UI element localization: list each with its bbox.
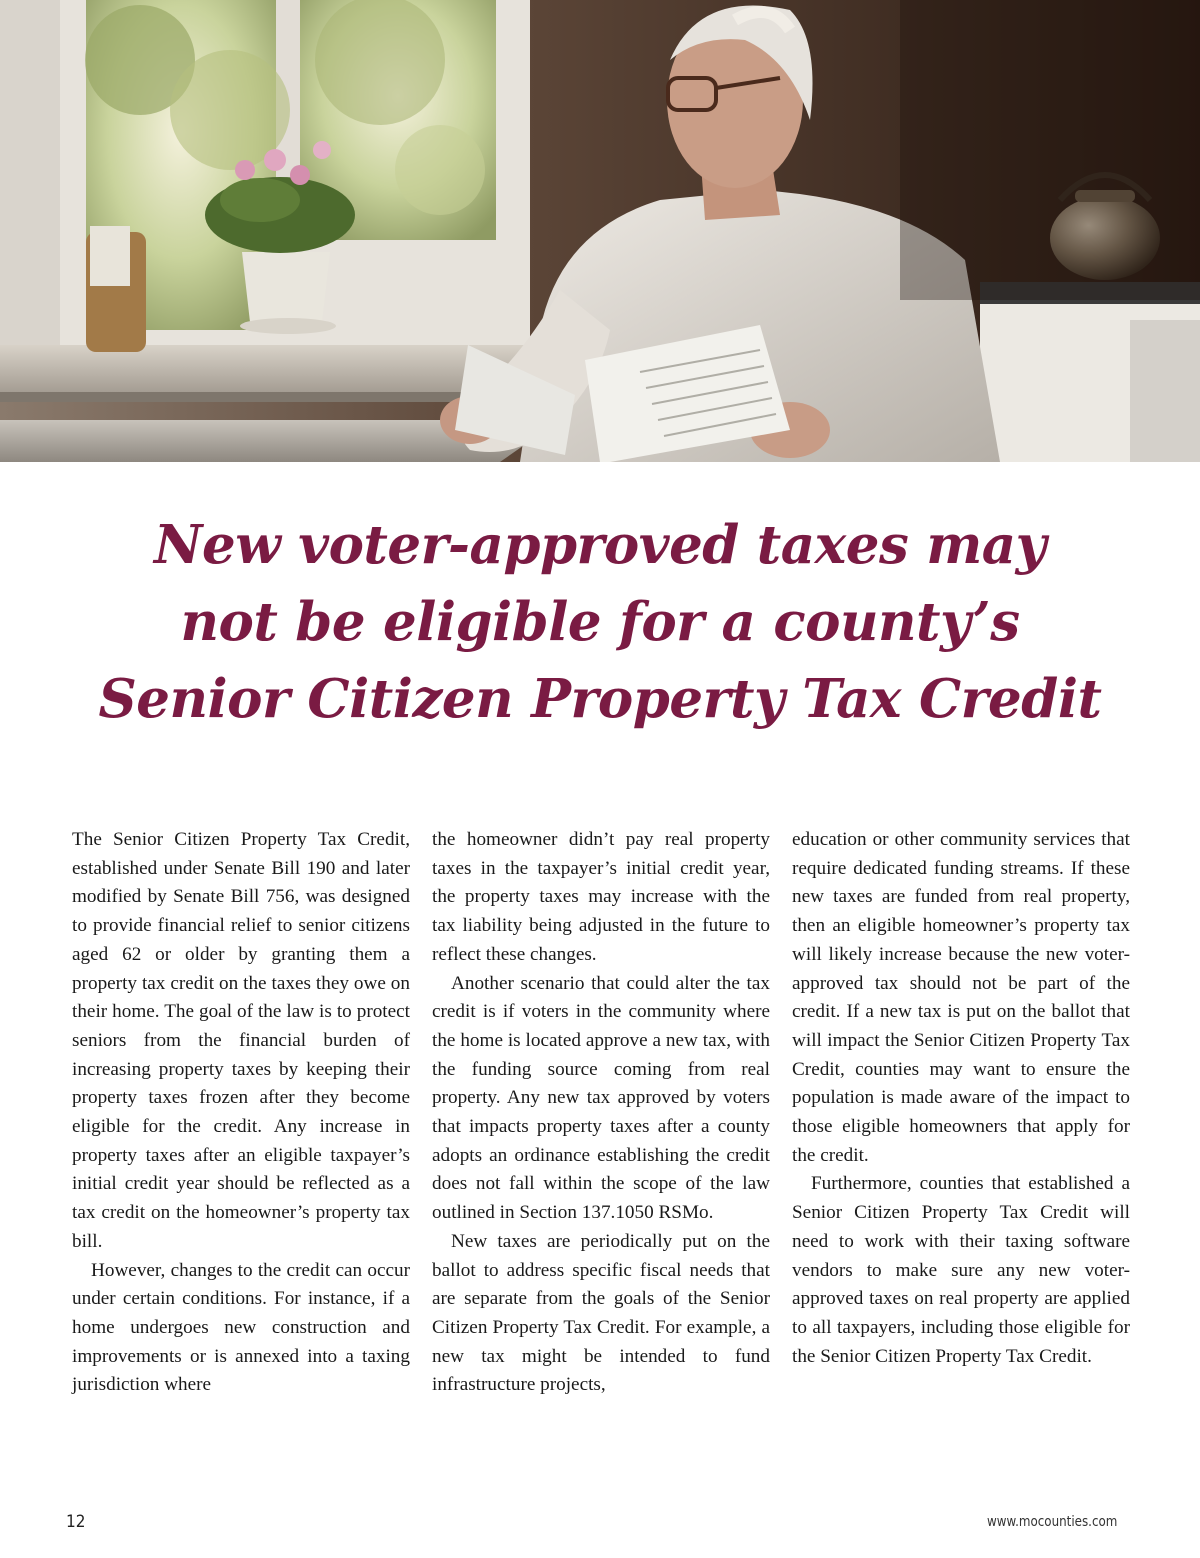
headline-line-3: Senior Citizen Property Tax Credit: [98, 668, 1102, 730]
article-column-3: [792, 826, 1130, 1371]
paragraph: Furthermore, counties that established a Senior Citizen Property Tax Credit will need to work with their taxing software vendors to make sure any new voter-approved taxes on real property are applied to all taxpayers, including those eligible for the Senior Citizen Property Tax Credit.: [792, 1173, 1130, 1367]
headline-line-2: not be eligible for a county’s: [180, 591, 1020, 653]
hero-photo-illustration: [0, 0, 1200, 462]
paragraph: education or other community services that require dedicated funding streams. If these new taxes are funded from real property, then an eligible homeowner’s property tax will likely increase because the new voter-approved tax should not be part of the credit. If a new tax is put on the ballot that will impact the Senior Citizen Property Tax Credit, counties may want to ensure the population is made aware of the impact to those eligible homeowners that apply for the credit.: [792, 829, 1130, 1166]
paragraph: Another scenario that could alter the tax credit is if voters in the community where the home is located approve a new tax, with the funding source coming from real property. Any new tax approved by voters that impacts property taxes after a county adopts an ordinance establishing the credit does not fall within the scope of the law outlined in Section 137.1050 RSMo.: [432, 972, 770, 1224]
paragraph: However, changes to the credit can occur under certain conditions. For instance, if a home undergoes new construction and improvements or is annexed into a taxing jurisdiction where: [72, 1259, 410, 1396]
paragraph: the homeowner didn’t pay real property taxes in the taxpayer’s initial credit year, the property taxes may increase with the tax liability being adjusted in the future to reflect these changes.: [432, 829, 770, 965]
paragraph: The Senior Citizen Property Tax Credit, established under Senate Bill 190 and later modified by Senate Bill 756, was designed to provide financial relief to senior citizens aged 62 or older by granting them a property tax credit on the taxes they owe on their home. The goal of the law is to protect seniors from the financial burden of increasing property taxes by keeping their property taxes frozen after they become eligible for the credit. Any increase in property taxes after an eligible taxpayer’s initial credit year should be reflected as a tax credit on the homeowner’s property tax bill.: [72, 829, 410, 1252]
website-url: www.mocounties.com: [986, 1514, 1117, 1530]
paragraph: New taxes are periodically put on the ballot to address specific fiscal needs that are separate from the goals of the Senior Citizen Property Tax Credit. For example, a new tax might be intended to fund infrastructure projects,: [432, 1230, 770, 1396]
article-column-2: [432, 826, 770, 1400]
page-number: 12: [66, 1512, 86, 1532]
headline-line-1: New voter-approved taxes may: [154, 514, 1046, 576]
hero-photo: [0, 0, 1200, 462]
article-column-1: [72, 826, 410, 1400]
article-headline: [40, 507, 1160, 738]
